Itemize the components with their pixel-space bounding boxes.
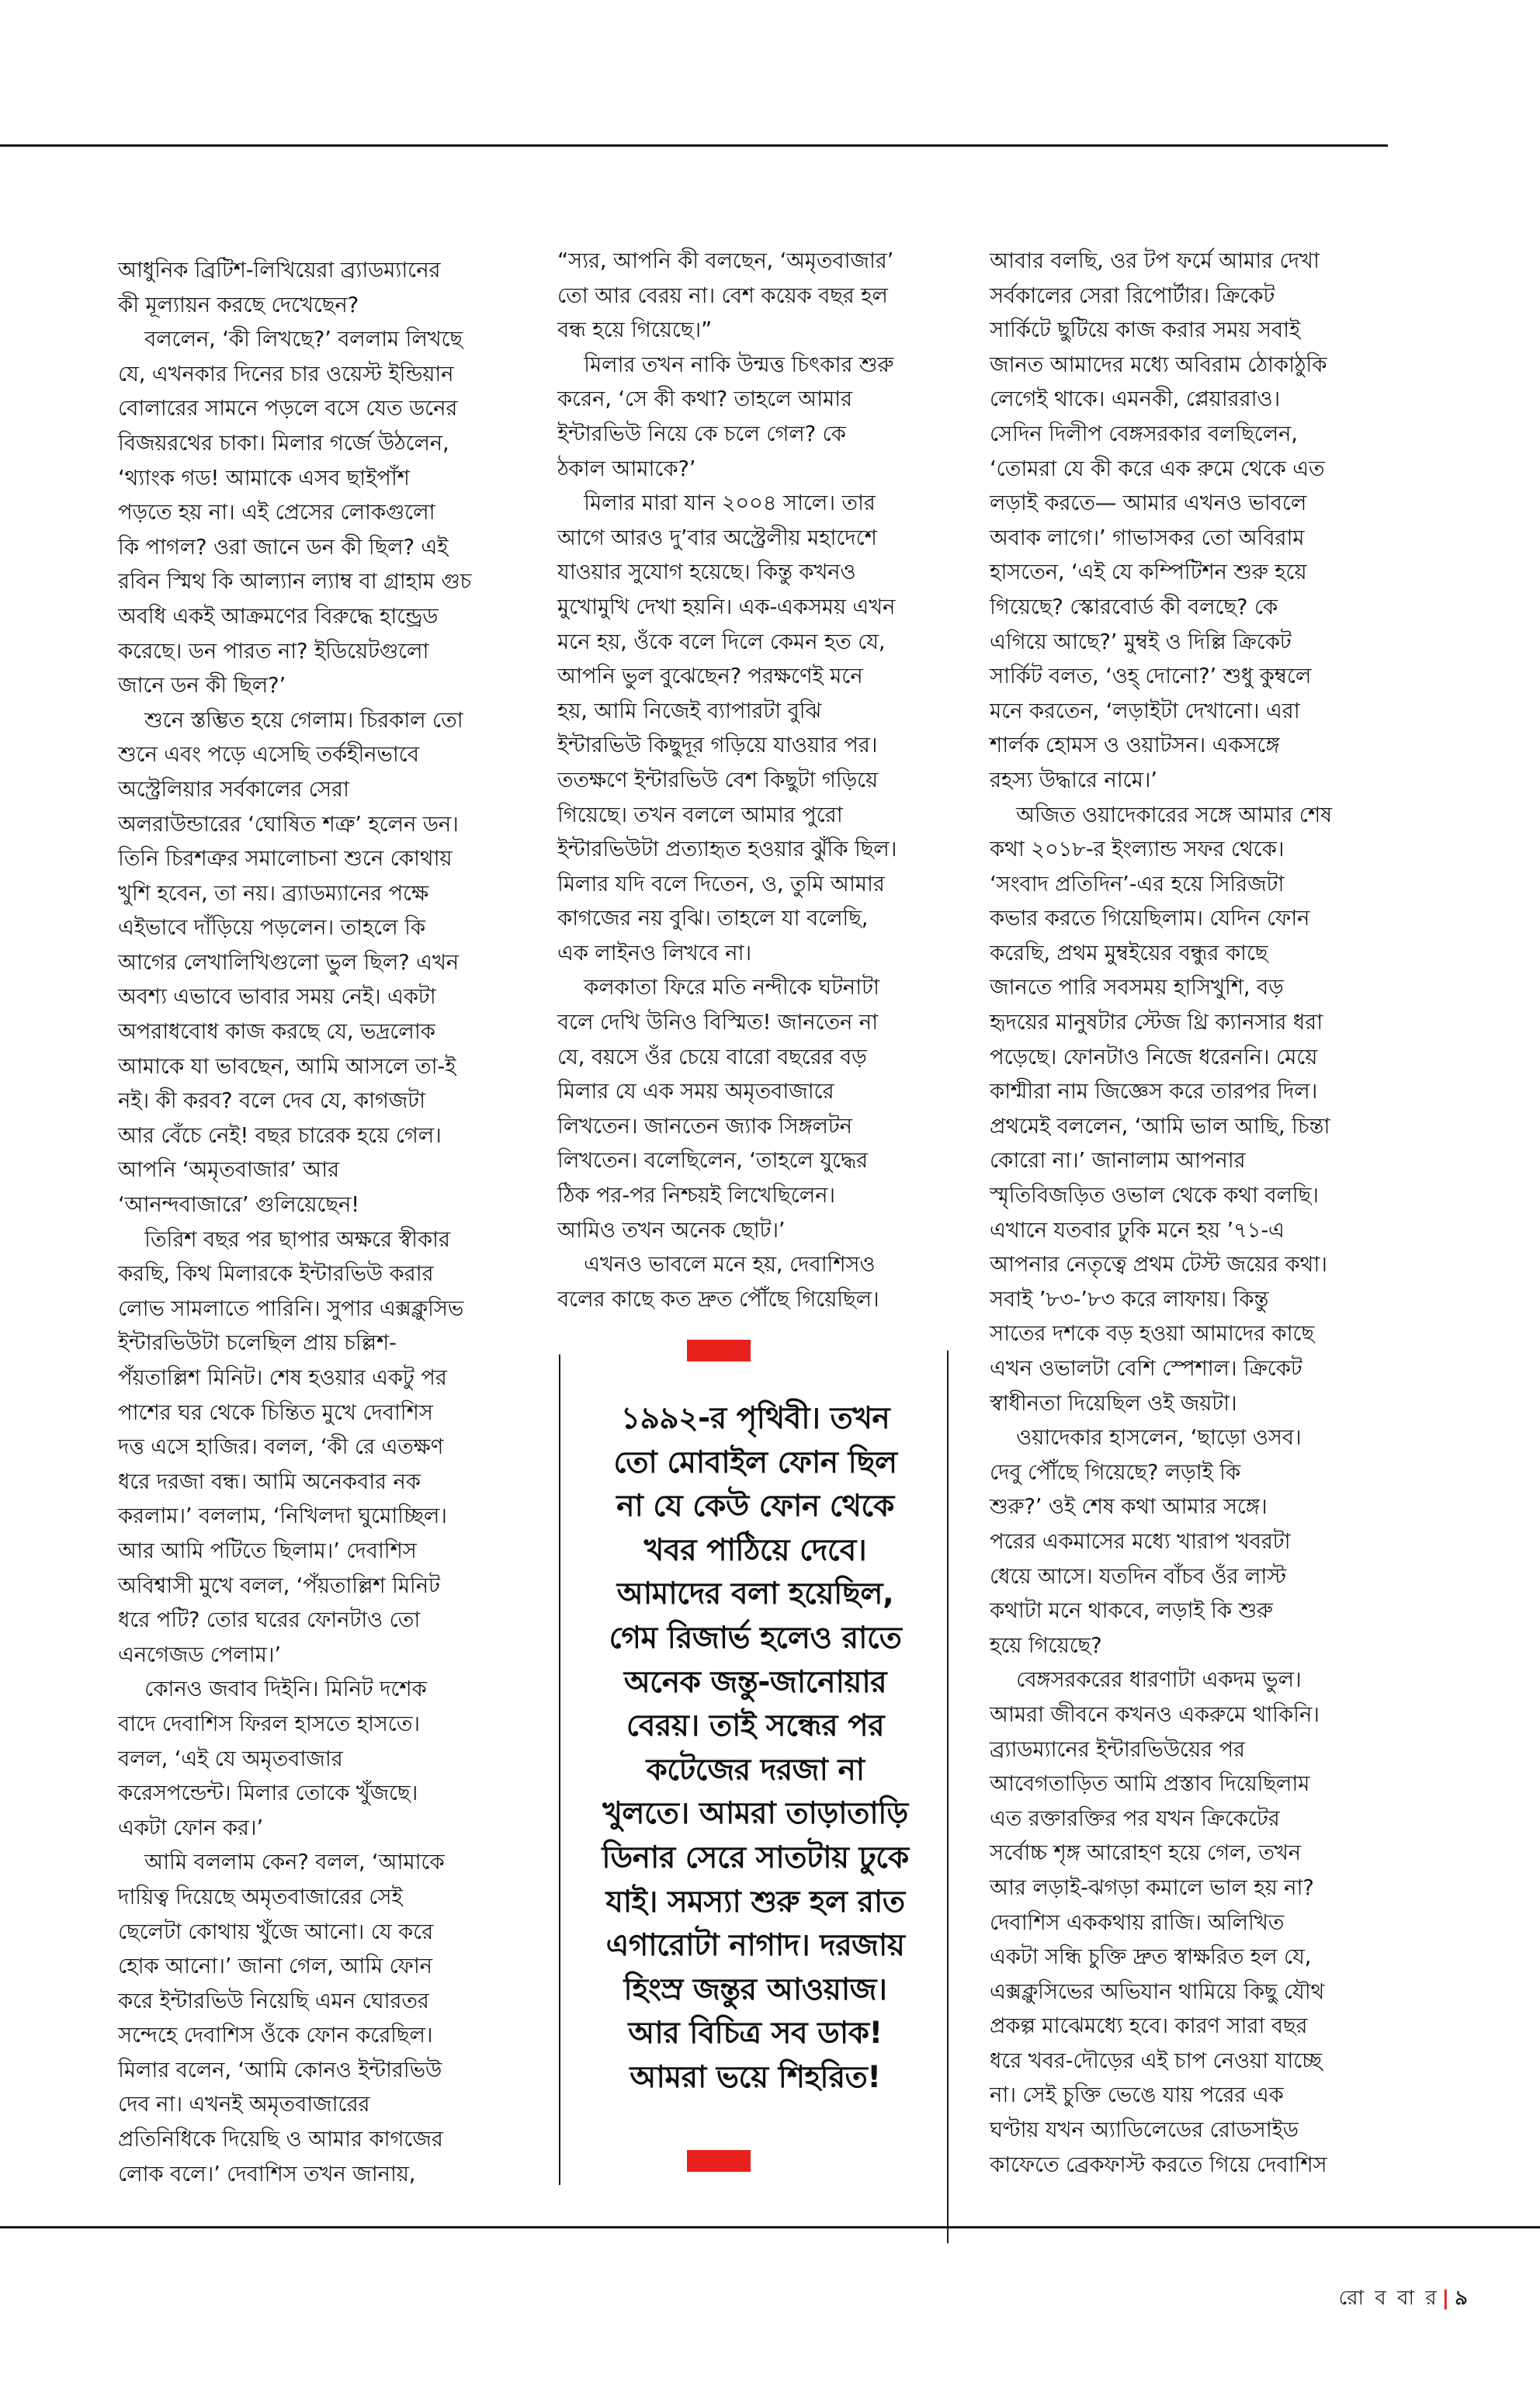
text-line: জানে ডন কী ছিল?’ bbox=[118, 673, 286, 699]
text-line: মুখোমুখি দেখা হয়নি। এক-একসময় এখন bbox=[557, 594, 896, 619]
text-line: বললেন, ‘কী লিখছে?’ বললাম লিখছে bbox=[118, 327, 463, 352]
text-line: এগিয়ে আছে?’ মুম্বই ও দিল্লি ক্রিকেট bbox=[990, 629, 1292, 654]
text-line: কথা ২০১৮-র ইংল্যান্ড সফর থেকে। bbox=[990, 837, 1285, 862]
text-line: ততক্ষণে ইন্টারভিউ বেশ কিছুটা গড়িয়ে bbox=[557, 767, 879, 792]
text-line: অবিশ্বাসী মুখে বলল, ‘পঁয়তাল্লিশ মিনিট bbox=[118, 1573, 440, 1598]
text-line: দেবু পৌঁছে গিয়েছে? লড়াই কি bbox=[990, 1459, 1241, 1485]
text-line: কোরো না।’ জানালাম আপনার bbox=[990, 1148, 1246, 1174]
text-line: আপনি ‘অমৃতবাজার’ আর bbox=[118, 1157, 339, 1183]
pullquote-line: ১৯৯২-র পৃথিবী। তখন bbox=[620, 1401, 890, 1436]
text-line: অবাক লাগে।’ গাভাসকর তো অবিরাম bbox=[990, 525, 1305, 550]
text-line: অবশ্য এভাবে ভাবার সময় নেই। একটা bbox=[118, 984, 436, 1010]
text-line: যে, এখনকার দিনের চার ওয়েস্ট ইন্ডিয়ান bbox=[118, 361, 454, 387]
text-line: আগে আরও দু’বার অস্ট্রেলীয় মহাদেশে bbox=[557, 525, 877, 550]
text-line: স্বাধীনতা দিয়েছিল ওই জয়টা। bbox=[990, 1390, 1237, 1416]
text-line: কথাটা মনে থাকবে, লড়াই কি শুরু bbox=[990, 1598, 1273, 1624]
text-line: আর লড়াই-ঝগড়া কমালে ভাল হয় না? bbox=[990, 1875, 1314, 1900]
pullquote-line: না যে কেউ ফোন থেকে bbox=[616, 1489, 894, 1524]
text-line: কোনও জবাব দিইনি। মিনিট দশেক bbox=[118, 1677, 427, 1702]
pullquote-line: বেরয়। তাই সন্ধের পর bbox=[626, 1708, 885, 1744]
text-line: জানতে পারি সবসময় হাসিখুশি, বড় bbox=[990, 975, 1284, 1001]
text-line: এক লাইনও লিখবে না। bbox=[557, 940, 752, 966]
pullquote-bottom-bar bbox=[687, 2150, 751, 2172]
text-line: ধরে খবর-দৌড়ের এই চাপ নেওয়া যাচ্ছে bbox=[990, 2048, 1322, 2073]
pullquote-line: গেম রিজার্ভ হলেও রাতে bbox=[609, 1620, 902, 1656]
text-line: ইন্টারভিউটা চলেছিল প্রায় চল্লিশ- bbox=[118, 1330, 397, 1356]
article-column-2 bbox=[557, 244, 945, 1316]
text-line: এখনও ভাবলে মনে হয়, দেবাশিসও bbox=[557, 1252, 876, 1278]
text-line: লড়াই করতে— আমার এখনও ভাবলে bbox=[990, 491, 1307, 516]
text-line: লিখতেন। জানতেন জ্যাক সিঙ্গলটন bbox=[557, 1113, 852, 1139]
text-line: প্রতিনিধিকে দিয়েছি ও আমার কাগজের bbox=[118, 2127, 443, 2152]
text-line: মিলার মারা যান ২০০৪ সালে। তার bbox=[557, 491, 876, 516]
text-line: বোলারের সামনে পড়লে বসে যেত ডনের bbox=[118, 396, 458, 421]
text-line: আবার বলছি, ওর টপ ফর্মে আমার দেখা bbox=[990, 248, 1320, 273]
text-line: অজিত ওয়াদেকারের সঙ্গে আমার শেষ bbox=[990, 802, 1332, 827]
text-line: ঘণ্টায় যখন অ্যাডিলেডের রোডসাইড bbox=[990, 2117, 1299, 2143]
text-line: এইভাবে দাঁড়িয়ে পড়লেন। তাহলে কি bbox=[118, 915, 425, 941]
text-line: করছি, কিথ মিলারকে ইন্টারভিউ করার bbox=[118, 1261, 434, 1287]
pullquote-line: আমাদের বলা হয়েছিল, bbox=[616, 1576, 894, 1612]
text-line: আর আমি পটিতে ছিলাম।’ দেবাশিস bbox=[118, 1538, 417, 1563]
bottom-rule bbox=[0, 2226, 1540, 2228]
text-line: যাওয়ার সুযোগ হয়েছে। কিন্তু কখনও bbox=[557, 560, 856, 585]
pullquote-line: খুলতে। আমরা তাড়াতাড়ি bbox=[602, 1796, 908, 1832]
text-line: ঠিক পর-পর নিশ্চয়ই লিখেছিলেন। bbox=[557, 1183, 835, 1209]
text-line: বেঙ্গসরকরের ধারণাটা একদম ভুল। bbox=[990, 1667, 1302, 1693]
text-line: ঠকাল আমাকে?’ bbox=[557, 456, 696, 481]
article-column-3 bbox=[990, 244, 1386, 2182]
text-line: নই। কী করব? বলে দেব যে, কাগজটা bbox=[118, 1088, 425, 1114]
text-line: লোভ সামলাতে পারিনি। সুপার এক্সক্লুসিভ bbox=[118, 1295, 464, 1321]
text-line: পঁয়তাল্লিশ মিনিট। শেষ হওয়ার একটু পর bbox=[118, 1365, 447, 1390]
text-line: ‘আনন্দবাজারে’ গুলিয়েছেন! bbox=[118, 1192, 359, 1218]
text-line: তিনি চিরশত্রুর সমালোচনা শুনে কোথায় bbox=[118, 846, 453, 872]
text-line: বলের কাছে কত দ্রুত পৌঁছে গিয়েছিল। bbox=[557, 1286, 879, 1312]
text-line: বলে দেখি উনিও বিস্মিত! জানতেন না bbox=[557, 1010, 878, 1035]
pullquote-line: ডিনার সেরে সাতটায় ঢুকে bbox=[602, 1840, 909, 1875]
text-line: গিয়েছে? স্কোরবোর্ড কী বলছে? কে bbox=[990, 594, 1278, 619]
text-line: জানত আমাদের মধ্যে অবিরাম ঠোকাঠুকি bbox=[990, 352, 1327, 377]
text-line: বাদে দেবাশিস ফিরল হাসতে হাসতে। bbox=[118, 1711, 420, 1736]
text-line: রহস্য উদ্ধারে নামে।’ bbox=[990, 767, 1157, 792]
text-line: দেব না। এখনই অমৃতবাজারের bbox=[118, 2092, 370, 2117]
text-line: স্মৃতিবিজড়িত ওভাল থেকে কথা বলছি। bbox=[990, 1183, 1319, 1209]
text-line: সার্কিটে ছুটিয়ে কাজ করার সময় সবাই bbox=[990, 317, 1301, 343]
text-line: ‘তোমরা যে কী করে এক রুমে থেকে এত bbox=[990, 456, 1325, 481]
text-line: তো আর বেরয় না। বেশ কয়েক বছর হল bbox=[557, 283, 888, 308]
text-line: আধুনিক ব্রিটিশ-লিখিয়েরা ব্র্যাডম্যানের bbox=[118, 258, 441, 283]
text-line: গিয়েছে। তখন বললে আমার পুরো bbox=[557, 802, 843, 827]
text-line: এনগেজড পেলাম।’ bbox=[118, 1642, 281, 1667]
text-line: করেসপন্ডেন্ট। মিলার তোকে খুঁজছে। bbox=[118, 1781, 418, 1806]
text-line: কাশ্মীরা নাম জিজ্ঞেস করে তারপর দিল। bbox=[990, 1079, 1318, 1105]
text-line: শুনে এবং পড়ে এসেছি তর্কহীনভাবে bbox=[118, 742, 419, 768]
text-line: আপনি ভুল বুঝেছেন? পরক্ষণেই মনে bbox=[557, 664, 863, 689]
text-line: আমিও তখন অনেক ছোট।’ bbox=[557, 1217, 786, 1243]
magazine-name: রো ব বা র bbox=[1338, 2287, 1439, 2310]
column-divider bbox=[947, 1351, 949, 2243]
text-line: অবধি একই আক্রমণের বিরুদ্ধে হান্ড্রেড bbox=[118, 603, 439, 629]
text-line: শুরু?’ ওই শেষ কথা আমার সঙ্গে। bbox=[990, 1494, 1268, 1520]
text-line: করলাম।’ বললাম, ‘নিখিলদা ঘুমোচ্ছিল। bbox=[118, 1503, 447, 1529]
text-line: সেদিন দিলীপ বেঙ্গসরকার বলছিলেন, bbox=[990, 421, 1298, 446]
text-line: ধরে পটি? তোর ঘরের ফোনটাও তো bbox=[118, 1607, 421, 1633]
text-line: একটা সন্ধি চুক্তি দ্রুত স্বাক্ষরিত হল যে, bbox=[990, 1944, 1312, 1970]
pullquote-line: হিংস্র জন্তুর আওয়াজ। bbox=[623, 1972, 887, 2007]
text-line: ছেলেটা কোথায় খুঁজে আনো। যে করে bbox=[118, 1919, 434, 1944]
text-line: খুশি হবেন, তা নয়। ব্র্যাডম্যানের পক্ষে bbox=[118, 880, 429, 906]
text-line: এত রক্তারক্তির পর যখন ক্রিকেটের bbox=[990, 1805, 1280, 1831]
pullquote-line: অনেক জন্তু-জানোয়ার bbox=[623, 1664, 887, 1700]
text-line: হয়ে গিয়েছে? bbox=[990, 1632, 1102, 1658]
text-line: কাফেতে ব্রেকফাস্ট করতে গিয়ে দেবাশিস bbox=[990, 2152, 1327, 2177]
text-line: দত্ত এসে হাজির। বলল, ‘কী রে এতক্ষণ bbox=[118, 1434, 444, 1460]
text-line: তিরিশ বছর পর ছাপার অক্ষরে স্বীকার bbox=[118, 1226, 450, 1252]
text-line: ওয়াদেকার হাসলেন, ‘ছাড়ো ওসব। bbox=[990, 1425, 1302, 1451]
pullquote-line: আর বিচিত্র সব ডাক! bbox=[628, 2016, 883, 2051]
text-line: ‘সংবাদ প্রতিদিন’-এর হয়ে সিরিজটা bbox=[990, 871, 1285, 897]
page-number: ৯ bbox=[1455, 2287, 1470, 2310]
text-line: প্রথমেই বললেন, ‘আমি ভাল আছি, চিন্তা bbox=[990, 1113, 1330, 1139]
text-line: লোক বলে।’ দেবাশিস তখন জানায়, bbox=[118, 2161, 416, 2187]
text-line: করেছে। ডন পারত না? ইডিয়েটগুলো bbox=[118, 638, 429, 664]
text-line: পাশের ঘর থেকে চিন্তিত মুখে দেবাশিস bbox=[118, 1399, 433, 1425]
text-line: প্রকল্প মাঝেমধ্যে হবে। কারণ সারা বছর bbox=[990, 2013, 1308, 2039]
pullquote-line: কটেজের দরজা না bbox=[646, 1752, 865, 1788]
text-line: মিলার যে এক সময় অমৃতবাজারে bbox=[557, 1079, 834, 1105]
text-line: কভার করতে গিয়েছিলাম। যেদিন ফোন bbox=[990, 906, 1310, 931]
text-line: হাসতেন, ‘এই যে কম্পিটিশন শুরু হয়ে bbox=[990, 560, 1307, 585]
text-line: ইন্টারভিউ কিছুদূর গড়িয়ে যাওয়ার পর। bbox=[557, 733, 878, 758]
text-line: কলকাতা ফিরে মতি নন্দীকে ঘটনাটা bbox=[557, 975, 879, 1001]
text-line: কী মূল্যায়ন করছে দেখেছেন? bbox=[118, 292, 359, 317]
pullquote-text bbox=[565, 1397, 945, 2100]
text-line: মিলার তখন নাকি উন্মত্ত চিৎকার শুরু bbox=[557, 352, 894, 377]
text-line: শুনে স্তম্ভিত হয়ে গেলাম। চিরকাল তো bbox=[118, 707, 463, 733]
text-line: যে, বয়সে ওঁর চেয়ে বারো বছরের বড় bbox=[557, 1044, 867, 1070]
text-line: আমরা জীবনে কখনও একরুমে থাকিনি। bbox=[990, 1701, 1320, 1727]
text-line: পড়তে হয় না। এই প্রেসের লোকগুলো bbox=[118, 500, 435, 525]
text-line: হৃদয়ের মানুষটার স্টেজ থ্রি ক্যানসার ধরা bbox=[990, 1010, 1323, 1035]
pullquote-line: তো মোবাইল ফোন ছিল bbox=[613, 1444, 897, 1480]
text-line: বিজয়রথের চাকা। মিলার গর্জে উঠলেন, bbox=[118, 430, 449, 456]
text-line: একটা ফোন কর।’ bbox=[118, 1815, 263, 1840]
text-line: হোক আনো।’ জানা গেল, আমি ফোন bbox=[118, 1954, 432, 1979]
pullquote-line: আমরা ভয়ে শিহরিত! bbox=[630, 2059, 881, 2095]
text-line: “স্যর, আপনি কী বলছেন, ‘অমৃতবাজার’ bbox=[557, 248, 894, 273]
article-column-1 bbox=[118, 253, 506, 2191]
text-line: আমি বললাম কেন? বলল, ‘আমাকে bbox=[118, 1850, 445, 1875]
text-line: ধরে দরজা বন্ধ। আমি অনেকবার নক bbox=[118, 1469, 421, 1494]
text-line: সাতের দশকে বড় হওয়া আমাদের কাছে bbox=[990, 1321, 1314, 1347]
text-line: অপরাধবোধ কাজ করছে যে, ভদ্রলোক bbox=[118, 1019, 435, 1045]
text-line: পরের একমাসের মধ্যে খারাপ খবরটা bbox=[990, 1528, 1291, 1554]
text-line: এখানে যতবার ঢুকি মনে হয় ’৭১-এ bbox=[990, 1217, 1285, 1243]
text-line: বন্ধ হয়ে গিয়েছে।” bbox=[557, 317, 712, 343]
text-line: করেন, ‘সে কী কথা? তাহলে আমার bbox=[557, 387, 852, 412]
text-line: এখন ওভালটা বেশি স্পেশাল। ক্রিকেট bbox=[990, 1356, 1302, 1381]
text-line: মনে করতেন, ‘লড়াইটা দেখানো। এরা bbox=[990, 698, 1300, 723]
text-line: ব্র্যাডম্যানের ইন্টারভিউয়ের পর bbox=[990, 1736, 1245, 1762]
text-line: কি পাগল? ওরা জানে ডন কী ছিল? এই bbox=[118, 534, 449, 560]
text-line: হয়, আমি নিজেই ব্যাপারটা বুঝি bbox=[557, 698, 822, 723]
text-line: ‘থ্যাংক গড! আমাকে এসব ছাইপাঁশ bbox=[118, 465, 410, 491]
text-line: মিলার যদি বলে দিতেন, ও, তুমি আমার bbox=[557, 871, 885, 897]
text-line: সার্কিট বলত, ‘ওহ্‌ দোনো?’ শুধু কুম্বলে bbox=[990, 664, 1312, 689]
page-footer bbox=[1339, 2282, 1470, 2316]
text-line: দায়িত্ব দিয়েছে অমৃতবাজারের সেই bbox=[118, 1884, 403, 1909]
text-line: রবিন স্মিথ কি আল্যান ল্যাম্ব বা গ্রাহাম গুচ bbox=[118, 569, 472, 595]
text-line: আপনার নেতৃত্বে প্রথম টেস্ট জয়ের কথা। bbox=[990, 1252, 1327, 1278]
pullquote-line: খবর পাঠিয়ে দেবে। bbox=[643, 1532, 867, 1568]
text-line: করে ইন্টারভিউ নিয়েছি এমন ঘোরতর bbox=[118, 1988, 429, 2013]
top-rule bbox=[0, 144, 1388, 147]
footer-separator: | bbox=[1441, 2287, 1452, 2310]
pullquote-line: এগারোটা নাগাদ। দরজায় bbox=[605, 1928, 905, 1964]
text-line: সবাই ’৮৩-’৮৩ করে লাফায়। কিন্তু bbox=[990, 1286, 1269, 1312]
text-line: সর্বোচ্চ শৃঙ্গ আরোহণ হয়ে গেল, তখন bbox=[990, 1840, 1301, 1866]
text-line: কাগজের নয় বুঝি। তাহলে যা বলেছি, bbox=[557, 906, 869, 931]
text-line: শার্লক হোমস ও ওয়াটসন। একসঙ্গে bbox=[990, 733, 1280, 758]
text-line: অলরাউন্ডারের ‘ঘোষিত শত্রু’ হলেন ডন। bbox=[118, 811, 459, 837]
text-line: ধেয়ে আসে। যতদিন বাঁচব ওঁর লাস্ট bbox=[990, 1563, 1286, 1589]
text-line: অস্ট্রেলিয়ার সর্বকালের সেরা bbox=[118, 776, 349, 802]
text-line: ইন্টারভিউ নিয়ে কে চলে গেল? কে bbox=[557, 421, 846, 446]
text-line: বলল, ‘এই যে অমৃতবাজার bbox=[118, 1746, 343, 1771]
text-line: এক্সক্লুসিভের অভিযান থামিয়ে কিছু যৌথ bbox=[990, 1979, 1325, 2004]
text-line: লেগেই থাকে। এমনকী, প্লেয়াররাও। bbox=[990, 387, 1281, 412]
text-line: আবেগতাড়িত আমি প্রস্তাব দিয়েছিলাম bbox=[990, 1771, 1310, 1797]
text-line: সন্দেহে দেবাশিস ওঁকে ফোন করেছিল। bbox=[118, 2023, 433, 2048]
text-line: সর্বকালের সেরা রিপোর্টার। ক্রিকেট bbox=[990, 283, 1275, 308]
text-line: দেবাশিস এককথায় রাজি। অলিখিত bbox=[990, 1909, 1285, 1935]
text-line: আমাকে যা ভাবছেন, আমি আসলে তা-ই bbox=[118, 1053, 456, 1079]
text-line: ইন্টারভিউটা প্রত্যাহৃত হওয়ার ঝুঁকি ছিল। bbox=[557, 837, 897, 862]
text-line: লিখতেন। বলেছিলেন, ‘তাহলে যুদ্ধের bbox=[557, 1148, 868, 1174]
text-line: করেছি, প্রথম মুম্বইয়ের বন্ধুর কাছে bbox=[990, 940, 1268, 966]
text-line: আগের লেখালিখিগুলো ভুল ছিল? এখন bbox=[118, 949, 459, 975]
text-line: পড়েছে। ফোনটাও নিজে ধরেননি। মেয়ে bbox=[990, 1044, 1318, 1070]
text-line: মনে হয়, ওঁকে বলে দিলে কেমন হত যে, bbox=[557, 629, 886, 654]
text-line: মিলার বলেন, ‘আমি কোনও ইন্টারভিউ bbox=[118, 2057, 442, 2083]
text-line: আর বেঁচে নেই! বছর চারেক হয়ে গেল। bbox=[118, 1122, 442, 1148]
pullquote-line: যাই। সমস্যা শুরু হল রাত bbox=[605, 1884, 905, 1920]
text-line: না। সেই চুক্তি ভেঙে যায় পরের এক bbox=[990, 2083, 1284, 2108]
